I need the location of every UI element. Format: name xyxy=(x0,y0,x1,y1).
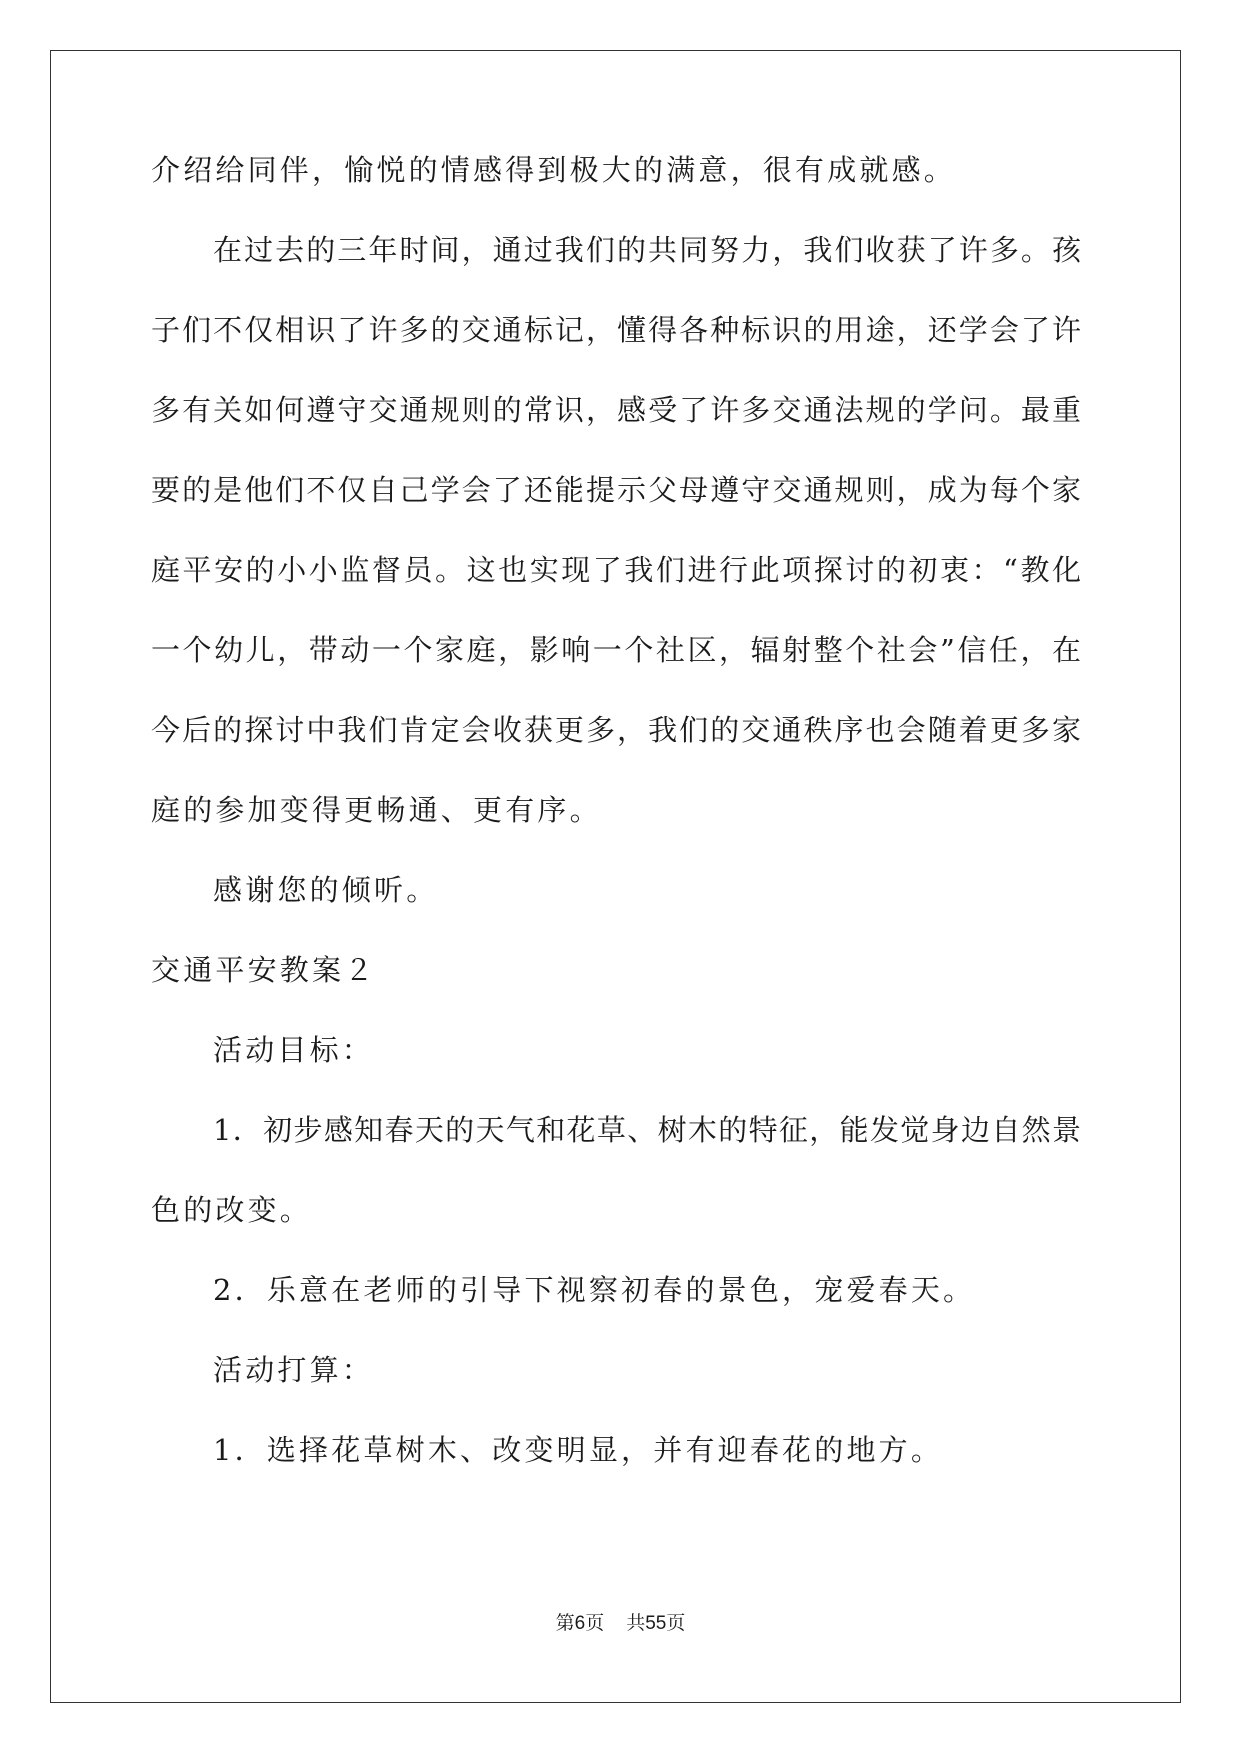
page-footer xyxy=(0,1611,1241,1636)
subheading: 活动目标： xyxy=(213,1033,375,1067)
page-number: 6 xyxy=(574,1613,586,1634)
paragraph-line: 庭的参加变得更畅通、更有序。 xyxy=(151,793,602,827)
paragraph-line: 介绍给同伴，愉悦的情感得到极大的满意，很有成就感。 xyxy=(151,153,957,187)
list-item: 1．初步感知春天的天气和花草、树木的特征，能发觉身边自然景 xyxy=(213,1113,1081,1147)
paragraph-line: 庭平安的小小监督员。这也实现了我们进行此项探讨的初衷：“教化 xyxy=(151,553,1081,587)
page-suffix: 页 xyxy=(585,1612,605,1634)
paragraph-line: 今后的探讨中我们肯定会收获更多，我们的交通秩序也会随着更多家 xyxy=(151,713,1081,747)
paragraph-line: 多有关如何遵守交通规则的常识，感受了许多交通法规的学问。最重 xyxy=(151,393,1081,427)
paragraph-line: 要的是他们不仅自己学会了还能提示父母遵守交通规则，成为每个家 xyxy=(151,473,1081,507)
list-item: 1．选择花草树木、改变明显，并有迎春花的地方。 xyxy=(213,1433,944,1467)
subheading: 活动打算： xyxy=(213,1353,375,1387)
paragraph-line: 一个幼儿，带动一个家庭，影响一个社区，辐射整个社会”信任，在 xyxy=(151,633,1081,667)
list-item: 2．乐意在老师的引导下视察初春的景色，宠爱春天。 xyxy=(213,1273,976,1307)
page-prefix: 第 xyxy=(555,1612,575,1634)
total-suffix: 页 xyxy=(666,1612,686,1634)
section-heading: 交通平安教案２ xyxy=(151,953,377,987)
total-prefix: 共 xyxy=(626,1612,646,1634)
paragraph-line: 在过去的三年时间，通过我们的共同努力，我们收获了许多。孩 xyxy=(213,233,1081,267)
paragraph-line: 子们不仅相识了许多的交通标记，懂得各种标识的用途，还学会了许 xyxy=(151,313,1081,347)
paragraph-line: 感谢您的倾听。 xyxy=(213,873,439,907)
document-body xyxy=(151,150,1081,1510)
total-pages: 55 xyxy=(645,1613,667,1634)
paragraph-line: 色的改变。 xyxy=(151,1193,313,1227)
